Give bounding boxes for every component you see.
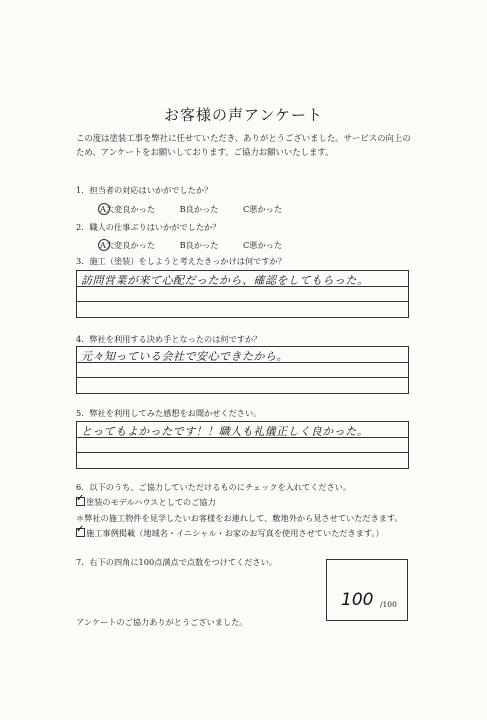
answer-line [77, 377, 408, 378]
score-max: /100 [380, 600, 397, 609]
q1-options [100, 204, 304, 215]
q3-answer: 訪問営業が来て心配だったから、確認をしてもらった。 [81, 274, 369, 287]
q6-item-label: 施工事例掲載（地域名・イニシャル・お家のお写真を使用させていただきます。） [86, 528, 384, 538]
q2-options [100, 240, 304, 251]
score-value: 100 [341, 590, 374, 610]
intro-text: この度は塗装工事を弊社に任せていただき、ありがとうございました。サービスの向上のため、アンケートをお願いしております。ご協力お願いいたします。 [76, 133, 411, 157]
footer-thanks: アンケートのご協力ありがとうございました。 [76, 617, 248, 627]
checkbox-checked-icon[interactable] [76, 497, 85, 506]
q1-question: 1．担当者の対応はいかがでしたか？ [76, 185, 213, 195]
q1-option-b[interactable]: B良かった [179, 204, 219, 214]
q3-question: 3．施工（塗装）をしようと考えたきっかけは何ですか？ [76, 256, 286, 266]
q3-answer-box[interactable] [76, 270, 409, 318]
checkbox-checked-icon[interactable] [76, 528, 85, 537]
answer-line [77, 301, 408, 302]
q4-answer: 元々知っている会社で安心できたから。 [81, 350, 288, 363]
q5-answer-box[interactable] [76, 421, 409, 469]
q2-question: 2．職人の仕事ぶりはいかがでしたか？ [76, 222, 221, 232]
q2-option-b[interactable]: B良かった [179, 240, 219, 250]
q2-option-c[interactable]: C悪かった [243, 240, 283, 250]
q4-question: 4．弊社を利用する決め手となったのは何ですか？ [76, 334, 262, 344]
q6-item-site-visit [76, 513, 403, 524]
q6-item-model-house[interactable] [76, 497, 216, 508]
asterisk-mark: ＊ [76, 513, 85, 523]
q6-item-case-study[interactable] [76, 528, 384, 539]
q6-item-label: 塗装のモデルハウスとしてのご協力 [86, 497, 216, 507]
q5-answer: とってもよかったです！！職人も礼儀正しく良かった。 [81, 425, 369, 438]
q2-option-a[interactable]: A大変良かった [100, 240, 156, 250]
q4-answer-box[interactable] [76, 346, 409, 394]
q7-question: 7．右下の四角に100点満点で点数をつけてください。 [76, 557, 277, 567]
page-title: お客様の声アンケート [163, 106, 324, 124]
answer-line [77, 452, 408, 453]
q6-item-label: 弊社の施工物件を見学したいお客様をお連れして、敷地外から見させていただきます。 [84, 513, 403, 523]
q6-question: 6．以下のうち、ご協力していただけるものにチェックを入れてください。 [76, 482, 352, 492]
q1-option-a[interactable]: A大変良かった [100, 204, 156, 214]
q1-option-c[interactable]: C悪かった [243, 204, 283, 214]
score-box[interactable] [326, 559, 408, 621]
q5-question: 5．弊社を利用してみた感想をお聞かせください。 [76, 408, 262, 418]
